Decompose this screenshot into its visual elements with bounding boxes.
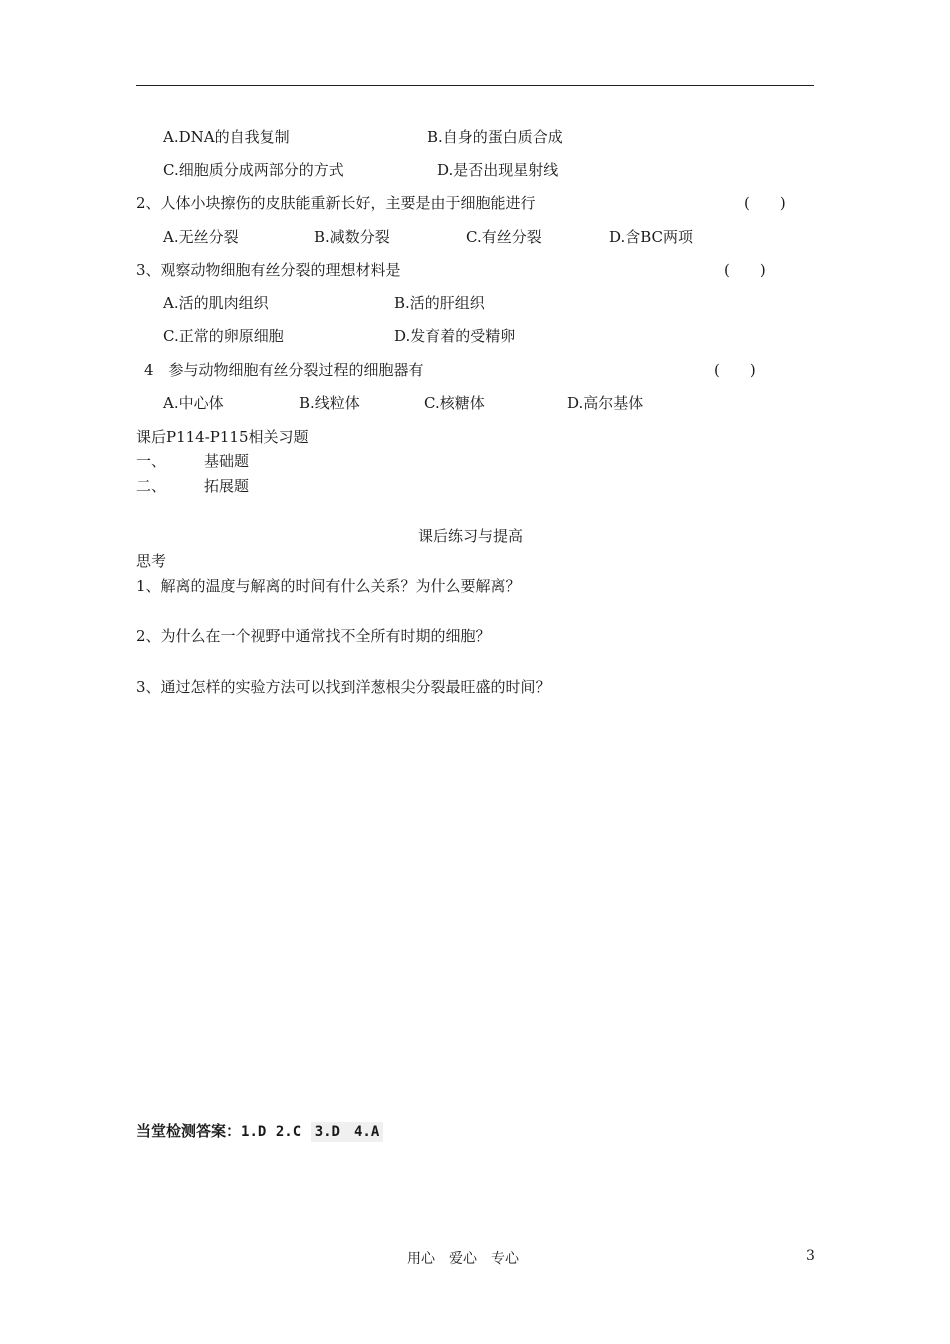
q4-option-d: D.高尔基体: [567, 394, 644, 412]
homework-title: 课后P114-P115相关习题: [136, 428, 309, 446]
footer-motto: 用心 爱心 专心: [407, 1251, 519, 1267]
answer-1: 1.D: [241, 1124, 267, 1140]
q2-option-b: B.减数分裂: [314, 228, 390, 246]
q2-option-a: A.无丝分裂: [163, 228, 239, 246]
answer-4: 4.A: [344, 1122, 383, 1142]
answer-3: 3.D: [311, 1122, 344, 1142]
q2-stem: 2、人体小块擦伤的皮肤能重新长好，主要是由于细胞能进行: [136, 194, 536, 212]
q3-answer-blank: ( ): [724, 261, 766, 279]
q4-answer-blank: ( ): [714, 361, 756, 379]
answers-row: [136, 1121, 383, 1142]
q4-option-a: A.中心体: [163, 394, 224, 412]
q2-answer-blank: ( ): [744, 194, 786, 212]
practice-heading: 课后练习与提高: [418, 527, 524, 545]
q3-option-b: B.活的肝组织: [394, 294, 485, 312]
answers-label: 当堂检测答案：: [136, 1122, 242, 1140]
q1-option-b: B.自身的蛋白质合成: [427, 128, 563, 146]
q3-option-a: A.活的肌肉组织: [163, 294, 269, 312]
answer-2: 2.C: [275, 1124, 302, 1140]
page-number: 3: [806, 1248, 815, 1264]
q3-stem: 3、观察动物细胞有丝分裂的理想材料是: [136, 261, 401, 279]
homework-item-1-label: 基础题: [204, 452, 250, 470]
homework-item-2-label: 拓展题: [204, 477, 250, 495]
q1-option-d: D.是否出现星射线: [437, 161, 559, 179]
q3-option-c: C.正常的卵原细胞: [163, 327, 284, 345]
homework-item-1-num: 一、: [136, 452, 167, 470]
q4-stem: 4 参与动物细胞有丝分裂过程的细胞器有: [144, 361, 424, 379]
q4-option-c: C.核糖体: [424, 394, 485, 412]
think-question-3: 3、通过怎样的实验方法可以找到洋葱根尖分裂最旺盛的时间？: [136, 678, 551, 696]
think-question-2: 2、为什么在一个视野中通常找不全所有时期的细胞？: [136, 627, 491, 645]
header-rule: [136, 85, 814, 86]
think-question-1: 1、解离的温度与解离的时间有什么关系？为什么要解离？: [136, 577, 521, 595]
homework-item-2-num: 二、: [136, 477, 167, 495]
q1-option-c: C.细胞质分成两部分的方式: [163, 161, 344, 179]
q4-option-b: B.线粒体: [299, 394, 360, 412]
think-label: 思考: [136, 552, 167, 570]
q2-option-c: C.有丝分裂: [466, 228, 542, 246]
q2-option-d: D.含BC两项: [609, 228, 694, 246]
q1-option-a: A.DNA的自我复制: [163, 128, 290, 146]
q3-option-d: D.发育着的受精卵: [394, 327, 516, 345]
